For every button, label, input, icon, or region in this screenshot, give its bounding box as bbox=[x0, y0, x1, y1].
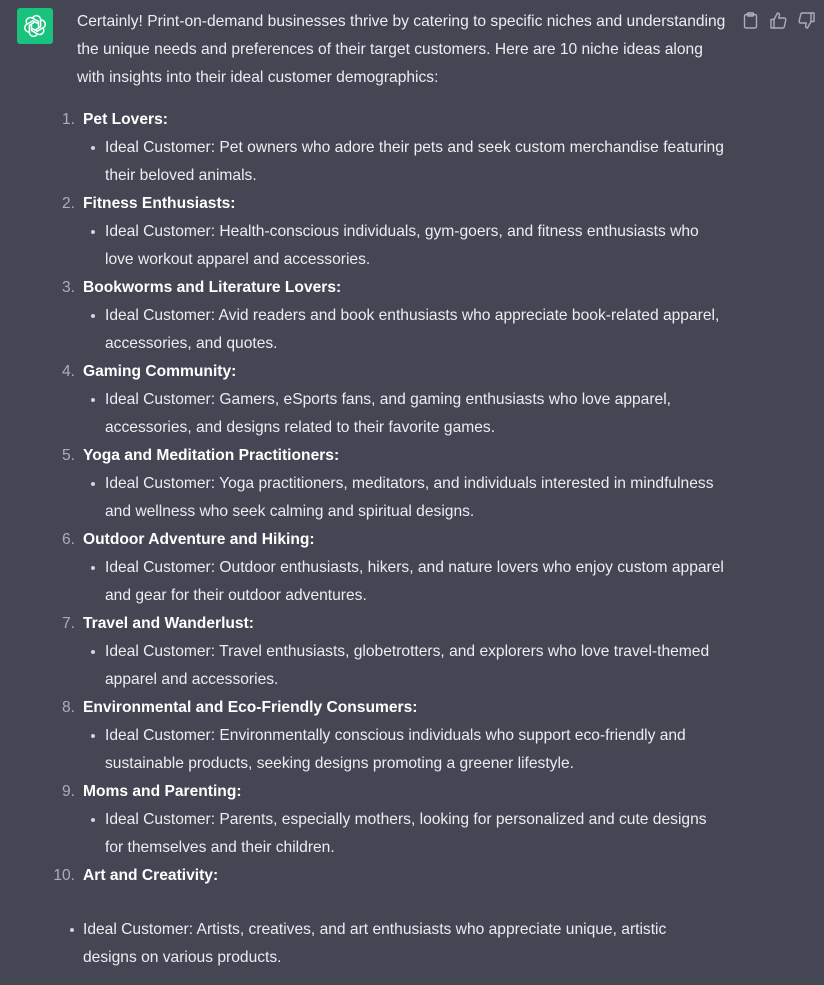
list-number: 2. bbox=[61, 195, 75, 212]
list-number: 9. bbox=[61, 783, 75, 800]
list-item bbox=[53, 862, 727, 890]
list-item bbox=[61, 358, 727, 442]
list-item bbox=[61, 190, 727, 274]
bullet-dot bbox=[91, 566, 95, 570]
assistant-avatar bbox=[17, 8, 53, 44]
message-actions bbox=[741, 11, 816, 30]
copy-button[interactable] bbox=[741, 11, 760, 30]
customer-bullet bbox=[77, 638, 725, 694]
list-number: 8. bbox=[61, 699, 75, 716]
message-intro: Certainly! Print-on-demand businesses thrive by catering to specific niches and understanding the unique needs and preferences of their target customers. Here are 10 niche ideas along with insights into their ideal customer demographics: bbox=[77, 13, 726, 86]
list-number: 6. bbox=[61, 531, 75, 548]
customer-text: Ideal Customer: Avid readers and book enthusiasts who appreciate book-related apparel, accessories, and quotes. bbox=[105, 307, 720, 352]
niche-title: Outdoor Adventure and Hiking: bbox=[83, 531, 315, 548]
niche-title: Pet Lovers: bbox=[83, 111, 168, 128]
customer-bullet bbox=[77, 722, 725, 778]
customer-bullet bbox=[77, 386, 725, 442]
customer-bullet bbox=[77, 134, 725, 190]
niche-title: Travel and Wanderlust: bbox=[83, 615, 254, 632]
openai-logo-icon bbox=[23, 14, 47, 38]
list-number: 7. bbox=[61, 615, 75, 632]
customer-bullet bbox=[77, 470, 725, 526]
customer-text: Ideal Customer: Health-conscious individuals, gym-goers, and fitness enthusiasts who love workout apparel and accessories. bbox=[105, 223, 699, 268]
customer-text: Ideal Customer: Parents, especially mothers, looking for personalized and cute designs for themselves and their children. bbox=[105, 811, 707, 856]
list-item bbox=[61, 442, 727, 526]
niche-title: Gaming Community: bbox=[83, 363, 237, 380]
thumbs-up-icon bbox=[770, 12, 787, 29]
customer-bullet bbox=[83, 916, 713, 972]
list-number: 1. bbox=[61, 111, 75, 128]
customer-bullet bbox=[77, 302, 725, 358]
niche-title: Moms and Parenting: bbox=[83, 783, 242, 800]
list-item bbox=[61, 610, 727, 694]
like-button[interactable] bbox=[769, 11, 788, 30]
list-item bbox=[61, 274, 727, 358]
bullet-dot bbox=[91, 314, 95, 318]
assistant-message bbox=[53, 8, 727, 890]
list-item bbox=[61, 106, 727, 190]
bullet-dot bbox=[91, 818, 95, 822]
dislike-button[interactable] bbox=[797, 11, 816, 30]
list-number: 10. bbox=[53, 867, 75, 884]
thumbs-down-icon bbox=[798, 12, 815, 29]
bullet-dot bbox=[91, 734, 95, 738]
customer-text: Ideal Customer: Pet owners who adore their pets and seek custom merchandise featuring their beloved animals. bbox=[105, 139, 724, 184]
bullet-dot bbox=[91, 146, 95, 150]
niche-title: Bookworms and Literature Lovers: bbox=[83, 279, 342, 296]
niche-title: Yoga and Meditation Practitioners: bbox=[83, 447, 340, 464]
customer-bullet bbox=[77, 554, 725, 610]
customer-text: Ideal Customer: Travel enthusiasts, globetrotters, and explorers who love travel-themed apparel and accessories. bbox=[105, 643, 710, 688]
niche-title: Fitness Enthusiasts: bbox=[83, 195, 236, 212]
customer-bullet bbox=[77, 806, 725, 862]
clipboard-icon bbox=[743, 12, 758, 29]
customer-text: Ideal Customer: Yoga practitioners, meditators, and individuals interested in mindfulness and wellness who seek calming and spiritual designs. bbox=[105, 475, 714, 520]
list-number: 3. bbox=[61, 279, 75, 296]
list-item bbox=[61, 694, 727, 778]
list-item bbox=[61, 778, 727, 862]
list-number: 4. bbox=[61, 363, 75, 380]
niche-title: Art and Creativity: bbox=[83, 867, 219, 884]
customer-text: Ideal Customer: Outdoor enthusiasts, hikers, and nature lovers who enjoy custom apparel and gear for their outdoor adventures. bbox=[105, 559, 724, 604]
customer-text: Ideal Customer: Artists, creatives, and art enthusiasts who appreciate unique, artistic designs on various products. bbox=[83, 921, 667, 966]
bullet-dot bbox=[91, 650, 95, 654]
bullet-dot bbox=[91, 482, 95, 486]
bullet-dot bbox=[91, 230, 95, 234]
list-item bbox=[61, 526, 727, 610]
niche-title: Environmental and Eco-Friendly Consumers: bbox=[83, 699, 418, 716]
bullet-dot bbox=[70, 928, 74, 932]
customer-bullet bbox=[77, 218, 725, 274]
niche-list bbox=[53, 106, 727, 890]
customer-text: Ideal Customer: Gamers, eSports fans, and gaming enthusiasts who love apparel, accessories, and designs related to their favorite games. bbox=[105, 391, 672, 436]
bullet-dot bbox=[91, 398, 95, 402]
list-number: 5. bbox=[61, 447, 75, 464]
customer-text: Ideal Customer: Environmentally conscious individuals who support eco-friendly and sustainable products, seeking designs promoting a greener lifestyle. bbox=[105, 727, 686, 772]
